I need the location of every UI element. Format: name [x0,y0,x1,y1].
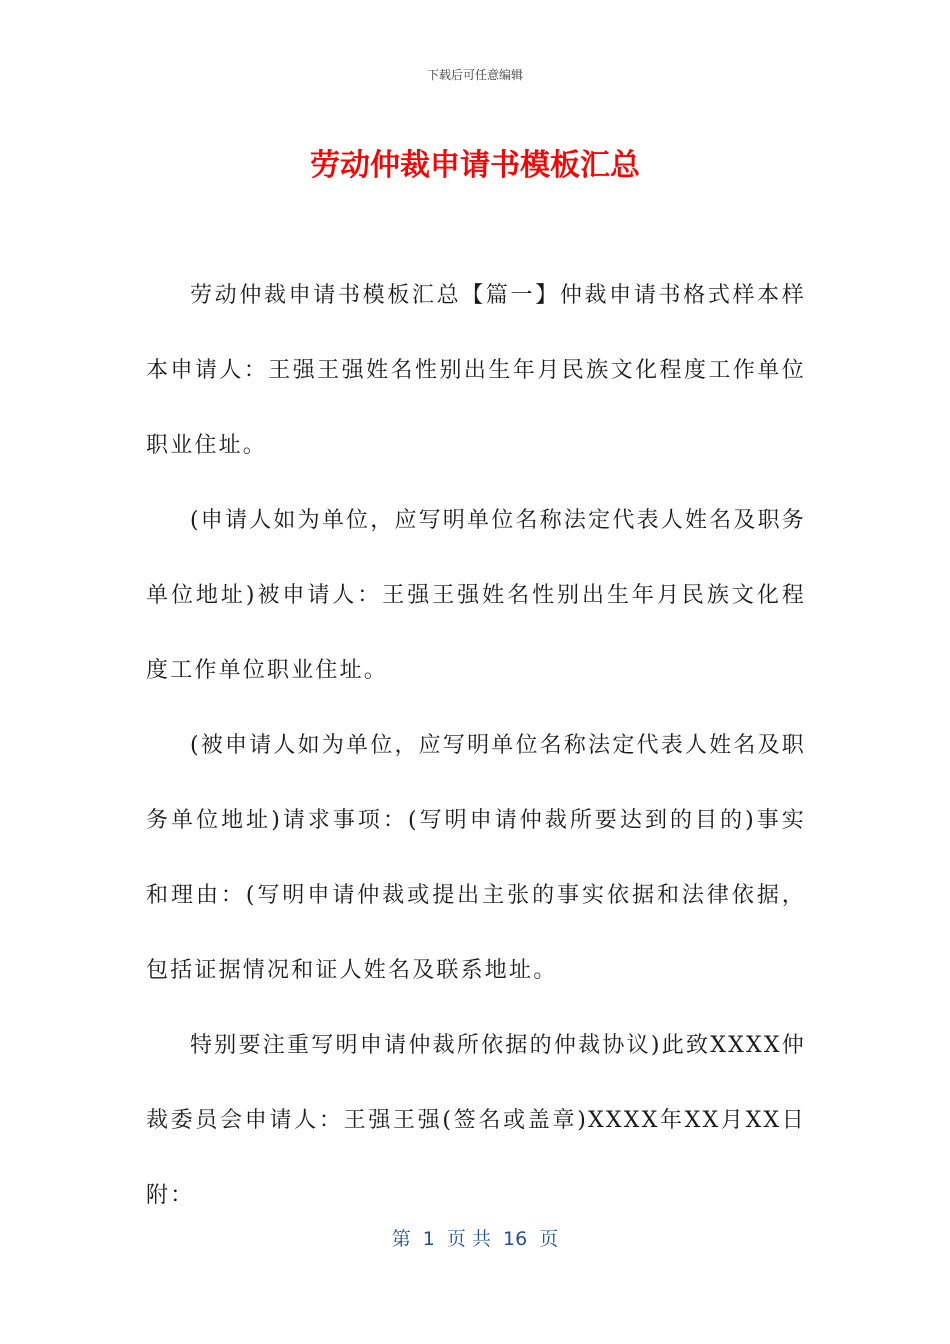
document-title: 劳动仲裁申请书模板汇总 [310,148,640,183]
paragraph-4: 特别要注重写明申请仲裁所依据的仲裁协议)此致XXXX仲裁委员会申请人：王强王强(签名或盖章)XXXX年XX月XX日附： [146,1033,806,1208]
document-body [146,258,806,1233]
paragraph-2: (申请人如为单位，应写明单位名称法定代表人姓名及职务单位地址)被申请人：王强王强姓名性别出生年月民族文化程度工作单位职业住址。 [146,508,806,683]
paragraph-1: 劳动仲裁申请书模板汇总【篇一】仲裁申请书格式样本样本申请人：王强王强姓名性别出生年月民族文化程度工作单位职业住址。 [146,283,806,458]
page-number: 第 1 页 共 16 页 [391,1228,559,1250]
header-note: 下载后可任意编辑 [426,68,523,82]
paragraph-3: (被申请人如为单位，应写明单位名称法定代表人姓名及职务单位地址)请求事项：(写明申请仲裁所要达到的目的)事实和理由：(写明申请仲裁或提出主张的事实依据和法律依据，包括证据情况和证人姓名及联系地址。 [146,733,806,983]
